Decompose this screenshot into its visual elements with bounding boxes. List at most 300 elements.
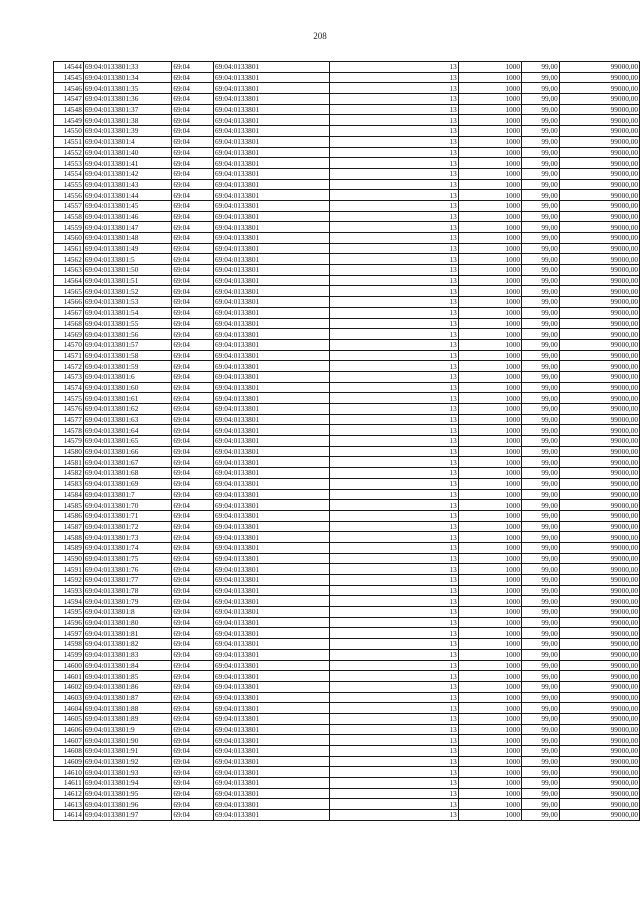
cadastral-value-cell: 99000,00 [559, 478, 639, 489]
cadastral-value-cell: 99000,00 [559, 446, 639, 457]
district-code-cell: 69:04 [172, 542, 214, 553]
table-row [54, 361, 640, 372]
row-number-cell: 14605 [54, 713, 84, 724]
unit-value-cell: 99,00 [522, 211, 560, 222]
area-cell: 1000 [458, 671, 521, 682]
cadastral-block-cell: 69:04:0133801 [213, 585, 329, 596]
district-code-cell: 69:04 [172, 115, 214, 126]
cadastral-number-cell: 69:04:0133801:7 [83, 489, 171, 500]
cadastral-value-cell: 99000,00 [559, 810, 639, 821]
cadastral-number-cell: 69:04:0133801:35 [83, 83, 171, 94]
area-cell: 1000 [458, 222, 521, 233]
category-code-cell: 13 [329, 425, 458, 436]
cadastral-value-cell: 99000,00 [559, 414, 639, 425]
category-code-cell: 13 [329, 200, 458, 211]
area-cell: 1000 [458, 532, 521, 543]
row-number-cell: 14562 [54, 254, 84, 265]
unit-value-cell: 99,00 [522, 371, 560, 382]
cadastral-block-cell: 69:04:0133801 [213, 222, 329, 233]
category-code-cell: 13 [329, 339, 458, 350]
table-row [54, 521, 640, 532]
cadastral-value-cell: 99000,00 [559, 671, 639, 682]
cadastral-value-cell: 99000,00 [559, 158, 639, 169]
unit-value-cell: 99,00 [522, 542, 560, 553]
cadastral-block-cell: 69:04:0133801 [213, 489, 329, 500]
cadastral-block-cell: 69:04:0133801 [213, 190, 329, 201]
cadastral-block-cell: 69:04:0133801 [213, 94, 329, 105]
category-code-cell: 13 [329, 104, 458, 115]
category-code-cell: 13 [329, 190, 458, 201]
cadastral-number-cell: 69:04:0133801:5 [83, 254, 171, 265]
area-cell: 1000 [458, 168, 521, 179]
table-row [54, 297, 640, 308]
cadastral-number-cell: 69:04:0133801:97 [83, 810, 171, 821]
area-cell: 1000 [458, 703, 521, 714]
row-number-cell: 14552 [54, 147, 84, 158]
row-number-cell: 14573 [54, 371, 84, 382]
table-row [54, 585, 640, 596]
cadastral-value-cell: 99000,00 [559, 222, 639, 233]
row-number-cell: 14548 [54, 104, 84, 115]
table-row [54, 436, 640, 447]
unit-value-cell: 99,00 [522, 147, 560, 158]
table-row [54, 510, 640, 521]
district-code-cell: 69:04 [172, 724, 214, 735]
cadastral-value-cell: 99000,00 [559, 713, 639, 724]
table-row [54, 457, 640, 468]
row-number-cell: 14590 [54, 553, 84, 564]
cadastral-number-cell: 69:04:0133801:53 [83, 297, 171, 308]
district-code-cell: 69:04 [172, 788, 214, 799]
district-code-cell: 69:04 [172, 243, 214, 254]
district-code-cell: 69:04 [172, 649, 214, 660]
cadastral-value-cell: 99000,00 [559, 767, 639, 778]
category-code-cell: 13 [329, 83, 458, 94]
cadastral-block-cell: 69:04:0133801 [213, 564, 329, 575]
row-number-cell: 14556 [54, 190, 84, 201]
area-cell: 1000 [458, 72, 521, 83]
area-cell: 1000 [458, 190, 521, 201]
category-code-cell: 13 [329, 788, 458, 799]
cadastral-number-cell: 69:04:0133801:87 [83, 692, 171, 703]
unit-value-cell: 99,00 [522, 778, 560, 789]
row-number-cell: 14585 [54, 500, 84, 511]
category-code-cell: 13 [329, 115, 458, 126]
cadastral-number-cell: 69:04:0133801:54 [83, 307, 171, 318]
table-row [54, 222, 640, 233]
table-row [54, 639, 640, 650]
cadastral-value-cell: 99000,00 [559, 307, 639, 318]
table-row [54, 200, 640, 211]
cadastral-value-cell: 99000,00 [559, 649, 639, 660]
cadastral-value-cell: 99000,00 [559, 393, 639, 404]
cadastral-number-cell: 69:04:0133801:70 [83, 500, 171, 511]
area-cell: 1000 [458, 158, 521, 169]
unit-value-cell: 99,00 [522, 500, 560, 511]
cadastral-number-cell: 69:04:0133801:41 [83, 158, 171, 169]
district-code-cell: 69:04 [172, 307, 214, 318]
cadastral-value-cell: 99000,00 [559, 575, 639, 586]
table-row [54, 489, 640, 500]
area-cell: 1000 [458, 468, 521, 479]
table-row [54, 767, 640, 778]
cadastral-block-cell: 69:04:0133801 [213, 521, 329, 532]
cadastral-value-cell: 99000,00 [559, 297, 639, 308]
unit-value-cell: 99,00 [522, 297, 560, 308]
cadastral-value-cell: 99000,00 [559, 350, 639, 361]
cadastral-block-cell: 69:04:0133801 [213, 158, 329, 169]
cadastral-value-cell: 99000,00 [559, 425, 639, 436]
category-code-cell: 13 [329, 628, 458, 639]
cadastral-block-cell: 69:04:0133801 [213, 607, 329, 618]
table-row [54, 724, 640, 735]
table-row [54, 778, 640, 789]
category-code-cell: 13 [329, 286, 458, 297]
category-code-cell: 13 [329, 799, 458, 810]
unit-value-cell: 99,00 [522, 660, 560, 671]
cadastral-value-cell: 99000,00 [559, 200, 639, 211]
district-code-cell: 69:04 [172, 500, 214, 511]
district-code-cell: 69:04 [172, 810, 214, 821]
district-code-cell: 69:04 [172, 222, 214, 233]
unit-value-cell: 99,00 [522, 318, 560, 329]
cadastral-block-cell: 69:04:0133801 [213, 233, 329, 244]
cadastral-block-cell: 69:04:0133801 [213, 478, 329, 489]
table-row [54, 158, 640, 169]
area-cell: 1000 [458, 275, 521, 286]
area-cell: 1000 [458, 585, 521, 596]
area-cell: 1000 [458, 746, 521, 757]
district-code-cell: 69:04 [172, 425, 214, 436]
area-cell: 1000 [458, 126, 521, 137]
cadastral-number-cell: 69:04:0133801:33 [83, 62, 171, 73]
unit-value-cell: 99,00 [522, 339, 560, 350]
row-number-cell: 14603 [54, 692, 84, 703]
cadastral-number-cell: 69:04:0133801:94 [83, 778, 171, 789]
district-code-cell: 69:04 [172, 329, 214, 340]
row-number-cell: 14544 [54, 62, 84, 73]
area-cell: 1000 [458, 329, 521, 340]
unit-value-cell: 99,00 [522, 361, 560, 372]
cadastral-number-cell: 69:04:0133801:68 [83, 468, 171, 479]
area-cell: 1000 [458, 286, 521, 297]
district-code-cell: 69:04 [172, 371, 214, 382]
category-code-cell: 13 [329, 585, 458, 596]
row-number-cell: 14568 [54, 318, 84, 329]
cadastral-value-cell: 99000,00 [559, 104, 639, 115]
table-row [54, 62, 640, 73]
district-code-cell: 69:04 [172, 575, 214, 586]
cadastral-block-cell: 69:04:0133801 [213, 147, 329, 158]
category-code-cell: 13 [329, 692, 458, 703]
row-number-cell: 14571 [54, 350, 84, 361]
cadastral-block-cell: 69:04:0133801 [213, 649, 329, 660]
cadastral-number-cell: 69:04:0133801:79 [83, 596, 171, 607]
row-number-cell: 14588 [54, 532, 84, 543]
cadastral-value-cell: 99000,00 [559, 136, 639, 147]
area-cell: 1000 [458, 318, 521, 329]
row-number-cell: 14570 [54, 339, 84, 350]
area-cell: 1000 [458, 339, 521, 350]
district-code-cell: 69:04 [172, 446, 214, 457]
table-row [54, 254, 640, 265]
cadastral-value-table [53, 61, 640, 821]
category-code-cell: 13 [329, 62, 458, 73]
category-code-cell: 13 [329, 307, 458, 318]
cadastral-value-cell: 99000,00 [559, 62, 639, 73]
cadastral-number-cell: 69:04:0133801:55 [83, 318, 171, 329]
table-row [54, 286, 640, 297]
cadastral-number-cell: 69:04:0133801:36 [83, 94, 171, 105]
row-number-cell: 14610 [54, 767, 84, 778]
district-code-cell: 69:04 [172, 126, 214, 137]
table-row [54, 190, 640, 201]
row-number-cell: 14595 [54, 607, 84, 618]
table-row [54, 393, 640, 404]
area-cell: 1000 [458, 788, 521, 799]
category-code-cell: 13 [329, 553, 458, 564]
cadastral-block-cell: 69:04:0133801 [213, 297, 329, 308]
table-row [54, 788, 640, 799]
table-row [54, 500, 640, 511]
cadastral-block-cell: 69:04:0133801 [213, 724, 329, 735]
cadastral-value-cell: 99000,00 [559, 468, 639, 479]
category-code-cell: 13 [329, 756, 458, 767]
category-code-cell: 13 [329, 457, 458, 468]
cadastral-value-cell: 99000,00 [559, 532, 639, 543]
area-cell: 1000 [458, 767, 521, 778]
district-code-cell: 69:04 [172, 521, 214, 532]
cadastral-value-cell: 99000,00 [559, 799, 639, 810]
cadastral-value-cell: 99000,00 [559, 778, 639, 789]
cadastral-value-cell: 99000,00 [559, 126, 639, 137]
area-cell: 1000 [458, 350, 521, 361]
category-code-cell: 13 [329, 147, 458, 158]
table-row [54, 746, 640, 757]
unit-value-cell: 99,00 [522, 275, 560, 286]
cadastral-block-cell: 69:04:0133801 [213, 628, 329, 639]
table-row [54, 350, 640, 361]
table-row [54, 735, 640, 746]
cadastral-value-cell: 99000,00 [559, 585, 639, 596]
row-number-cell: 14613 [54, 799, 84, 810]
cadastral-value-cell: 99000,00 [559, 542, 639, 553]
district-code-cell: 69:04 [172, 532, 214, 543]
district-code-cell: 69:04 [172, 692, 214, 703]
area-cell: 1000 [458, 756, 521, 767]
cadastral-block-cell: 69:04:0133801 [213, 681, 329, 692]
cadastral-number-cell: 69:04:0133801:44 [83, 190, 171, 201]
cadastral-block-cell: 69:04:0133801 [213, 500, 329, 511]
unit-value-cell: 99,00 [522, 436, 560, 447]
unit-value-cell: 99,00 [522, 735, 560, 746]
district-code-cell: 69:04 [172, 136, 214, 147]
cadastral-value-cell: 99000,00 [559, 211, 639, 222]
district-code-cell: 69:04 [172, 735, 214, 746]
category-code-cell: 13 [329, 681, 458, 692]
table-row [54, 478, 640, 489]
cadastral-number-cell: 69:04:0133801:6 [83, 371, 171, 382]
row-number-cell: 14569 [54, 329, 84, 340]
table-row [54, 799, 640, 810]
cadastral-block-cell: 69:04:0133801 [213, 542, 329, 553]
area-cell: 1000 [458, 564, 521, 575]
row-number-cell: 14597 [54, 628, 84, 639]
cadastral-value-cell: 99000,00 [559, 724, 639, 735]
cadastral-block-cell: 69:04:0133801 [213, 136, 329, 147]
page-number: 208 [313, 31, 327, 41]
table-row [54, 72, 640, 83]
cadastral-number-cell: 69:04:0133801:47 [83, 222, 171, 233]
area-cell: 1000 [458, 404, 521, 415]
district-code-cell: 69:04 [172, 297, 214, 308]
cadastral-value-cell: 99000,00 [559, 607, 639, 618]
row-number-cell: 14566 [54, 297, 84, 308]
cadastral-block-cell: 69:04:0133801 [213, 318, 329, 329]
district-code-cell: 69:04 [172, 607, 214, 618]
area-cell: 1000 [458, 457, 521, 468]
district-code-cell: 69:04 [172, 254, 214, 265]
cadastral-number-cell: 69:04:0133801:85 [83, 671, 171, 682]
area-cell: 1000 [458, 211, 521, 222]
district-code-cell: 69:04 [172, 83, 214, 94]
cadastral-value-cell: 99000,00 [559, 756, 639, 767]
cadastral-block-cell: 69:04:0133801 [213, 339, 329, 350]
unit-value-cell: 99,00 [522, 767, 560, 778]
unit-value-cell: 99,00 [522, 810, 560, 821]
row-number-cell: 14593 [54, 585, 84, 596]
category-code-cell: 13 [329, 810, 458, 821]
cadastral-block-cell: 69:04:0133801 [213, 788, 329, 799]
cadastral-block-cell: 69:04:0133801 [213, 115, 329, 126]
cadastral-value-cell: 99000,00 [559, 500, 639, 511]
unit-value-cell: 99,00 [522, 575, 560, 586]
unit-value-cell: 99,00 [522, 628, 560, 639]
cadastral-value-cell: 99000,00 [559, 735, 639, 746]
category-code-cell: 13 [329, 564, 458, 575]
cadastral-number-cell: 69:04:0133801:56 [83, 329, 171, 340]
unit-value-cell: 99,00 [522, 564, 560, 575]
unit-value-cell: 99,00 [522, 457, 560, 468]
area-cell: 1000 [458, 254, 521, 265]
row-number-cell: 14550 [54, 126, 84, 137]
row-number-cell: 14583 [54, 478, 84, 489]
row-number-cell: 14554 [54, 168, 84, 179]
category-code-cell: 13 [329, 510, 458, 521]
area-cell: 1000 [458, 147, 521, 158]
category-code-cell: 13 [329, 500, 458, 511]
district-code-cell: 69:04 [172, 510, 214, 521]
row-number-cell: 14592 [54, 575, 84, 586]
table-row [54, 94, 640, 105]
cadastral-block-cell: 69:04:0133801 [213, 660, 329, 671]
cadastral-number-cell: 69:04:0133801:58 [83, 350, 171, 361]
cadastral-block-cell: 69:04:0133801 [213, 713, 329, 724]
unit-value-cell: 99,00 [522, 404, 560, 415]
cadastral-block-cell: 69:04:0133801 [213, 553, 329, 564]
district-code-cell: 69:04 [172, 275, 214, 286]
district-code-cell: 69:04 [172, 468, 214, 479]
cadastral-block-cell: 69:04:0133801 [213, 179, 329, 190]
area-cell: 1000 [458, 136, 521, 147]
unit-value-cell: 99,00 [522, 83, 560, 94]
cadastral-value-cell: 99000,00 [559, 275, 639, 286]
table-row [54, 147, 640, 158]
unit-value-cell: 99,00 [522, 681, 560, 692]
row-number-cell: 14599 [54, 649, 84, 660]
district-code-cell: 69:04 [172, 190, 214, 201]
unit-value-cell: 99,00 [522, 115, 560, 126]
row-number-cell: 14611 [54, 778, 84, 789]
cadastral-value-cell: 99000,00 [559, 692, 639, 703]
district-code-cell: 69:04 [172, 703, 214, 714]
cadastral-number-cell: 69:04:0133801:34 [83, 72, 171, 83]
cadastral-number-cell: 69:04:0133801:8 [83, 607, 171, 618]
category-code-cell: 13 [329, 126, 458, 137]
cadastral-block-cell: 69:04:0133801 [213, 254, 329, 265]
unit-value-cell: 99,00 [522, 425, 560, 436]
table-row [54, 339, 640, 350]
cadastral-number-cell: 69:04:0133801:75 [83, 553, 171, 564]
cadastral-number-cell: 69:04:0133801:39 [83, 126, 171, 137]
unit-value-cell: 99,00 [522, 617, 560, 628]
district-code-cell: 69:04 [172, 478, 214, 489]
category-code-cell: 13 [329, 671, 458, 682]
row-number-cell: 14564 [54, 275, 84, 286]
cadastral-number-cell: 69:04:0133801:89 [83, 713, 171, 724]
area-cell: 1000 [458, 778, 521, 789]
row-number-cell: 14558 [54, 211, 84, 222]
area-cell: 1000 [458, 810, 521, 821]
unit-value-cell: 99,00 [522, 62, 560, 73]
category-code-cell: 13 [329, 436, 458, 447]
district-code-cell: 69:04 [172, 158, 214, 169]
unit-value-cell: 99,00 [522, 382, 560, 393]
cadastral-value-cell: 99000,00 [559, 147, 639, 158]
district-code-cell: 69:04 [172, 553, 214, 564]
cadastral-value-cell: 99000,00 [559, 639, 639, 650]
row-number-cell: 14547 [54, 94, 84, 105]
unit-value-cell: 99,00 [522, 307, 560, 318]
cadastral-number-cell: 69:04:0133801:65 [83, 436, 171, 447]
area-cell: 1000 [458, 510, 521, 521]
row-number-cell: 14600 [54, 660, 84, 671]
district-code-cell: 69:04 [172, 746, 214, 757]
area-cell: 1000 [458, 478, 521, 489]
cadastral-value-cell: 99000,00 [559, 596, 639, 607]
row-number-cell: 14577 [54, 414, 84, 425]
cadastral-block-cell: 69:04:0133801 [213, 639, 329, 650]
table-row [54, 532, 640, 543]
category-code-cell: 13 [329, 713, 458, 724]
district-code-cell: 69:04 [172, 147, 214, 158]
area-cell: 1000 [458, 297, 521, 308]
cadastral-value-cell: 99000,00 [559, 254, 639, 265]
unit-value-cell: 99,00 [522, 233, 560, 244]
row-number-cell: 14576 [54, 404, 84, 415]
table-row [54, 233, 640, 244]
cadastral-number-cell: 69:04:0133801:93 [83, 767, 171, 778]
unit-value-cell: 99,00 [522, 788, 560, 799]
cadastral-number-cell: 69:04:0133801:46 [83, 211, 171, 222]
cadastral-block-cell: 69:04:0133801 [213, 265, 329, 276]
area-cell: 1000 [458, 681, 521, 692]
cadastral-value-cell: 99000,00 [559, 564, 639, 575]
cadastral-number-cell: 69:04:0133801:78 [83, 585, 171, 596]
district-code-cell: 69:04 [172, 639, 214, 650]
row-number-cell: 14596 [54, 617, 84, 628]
cadastral-number-cell: 69:04:0133801:80 [83, 617, 171, 628]
